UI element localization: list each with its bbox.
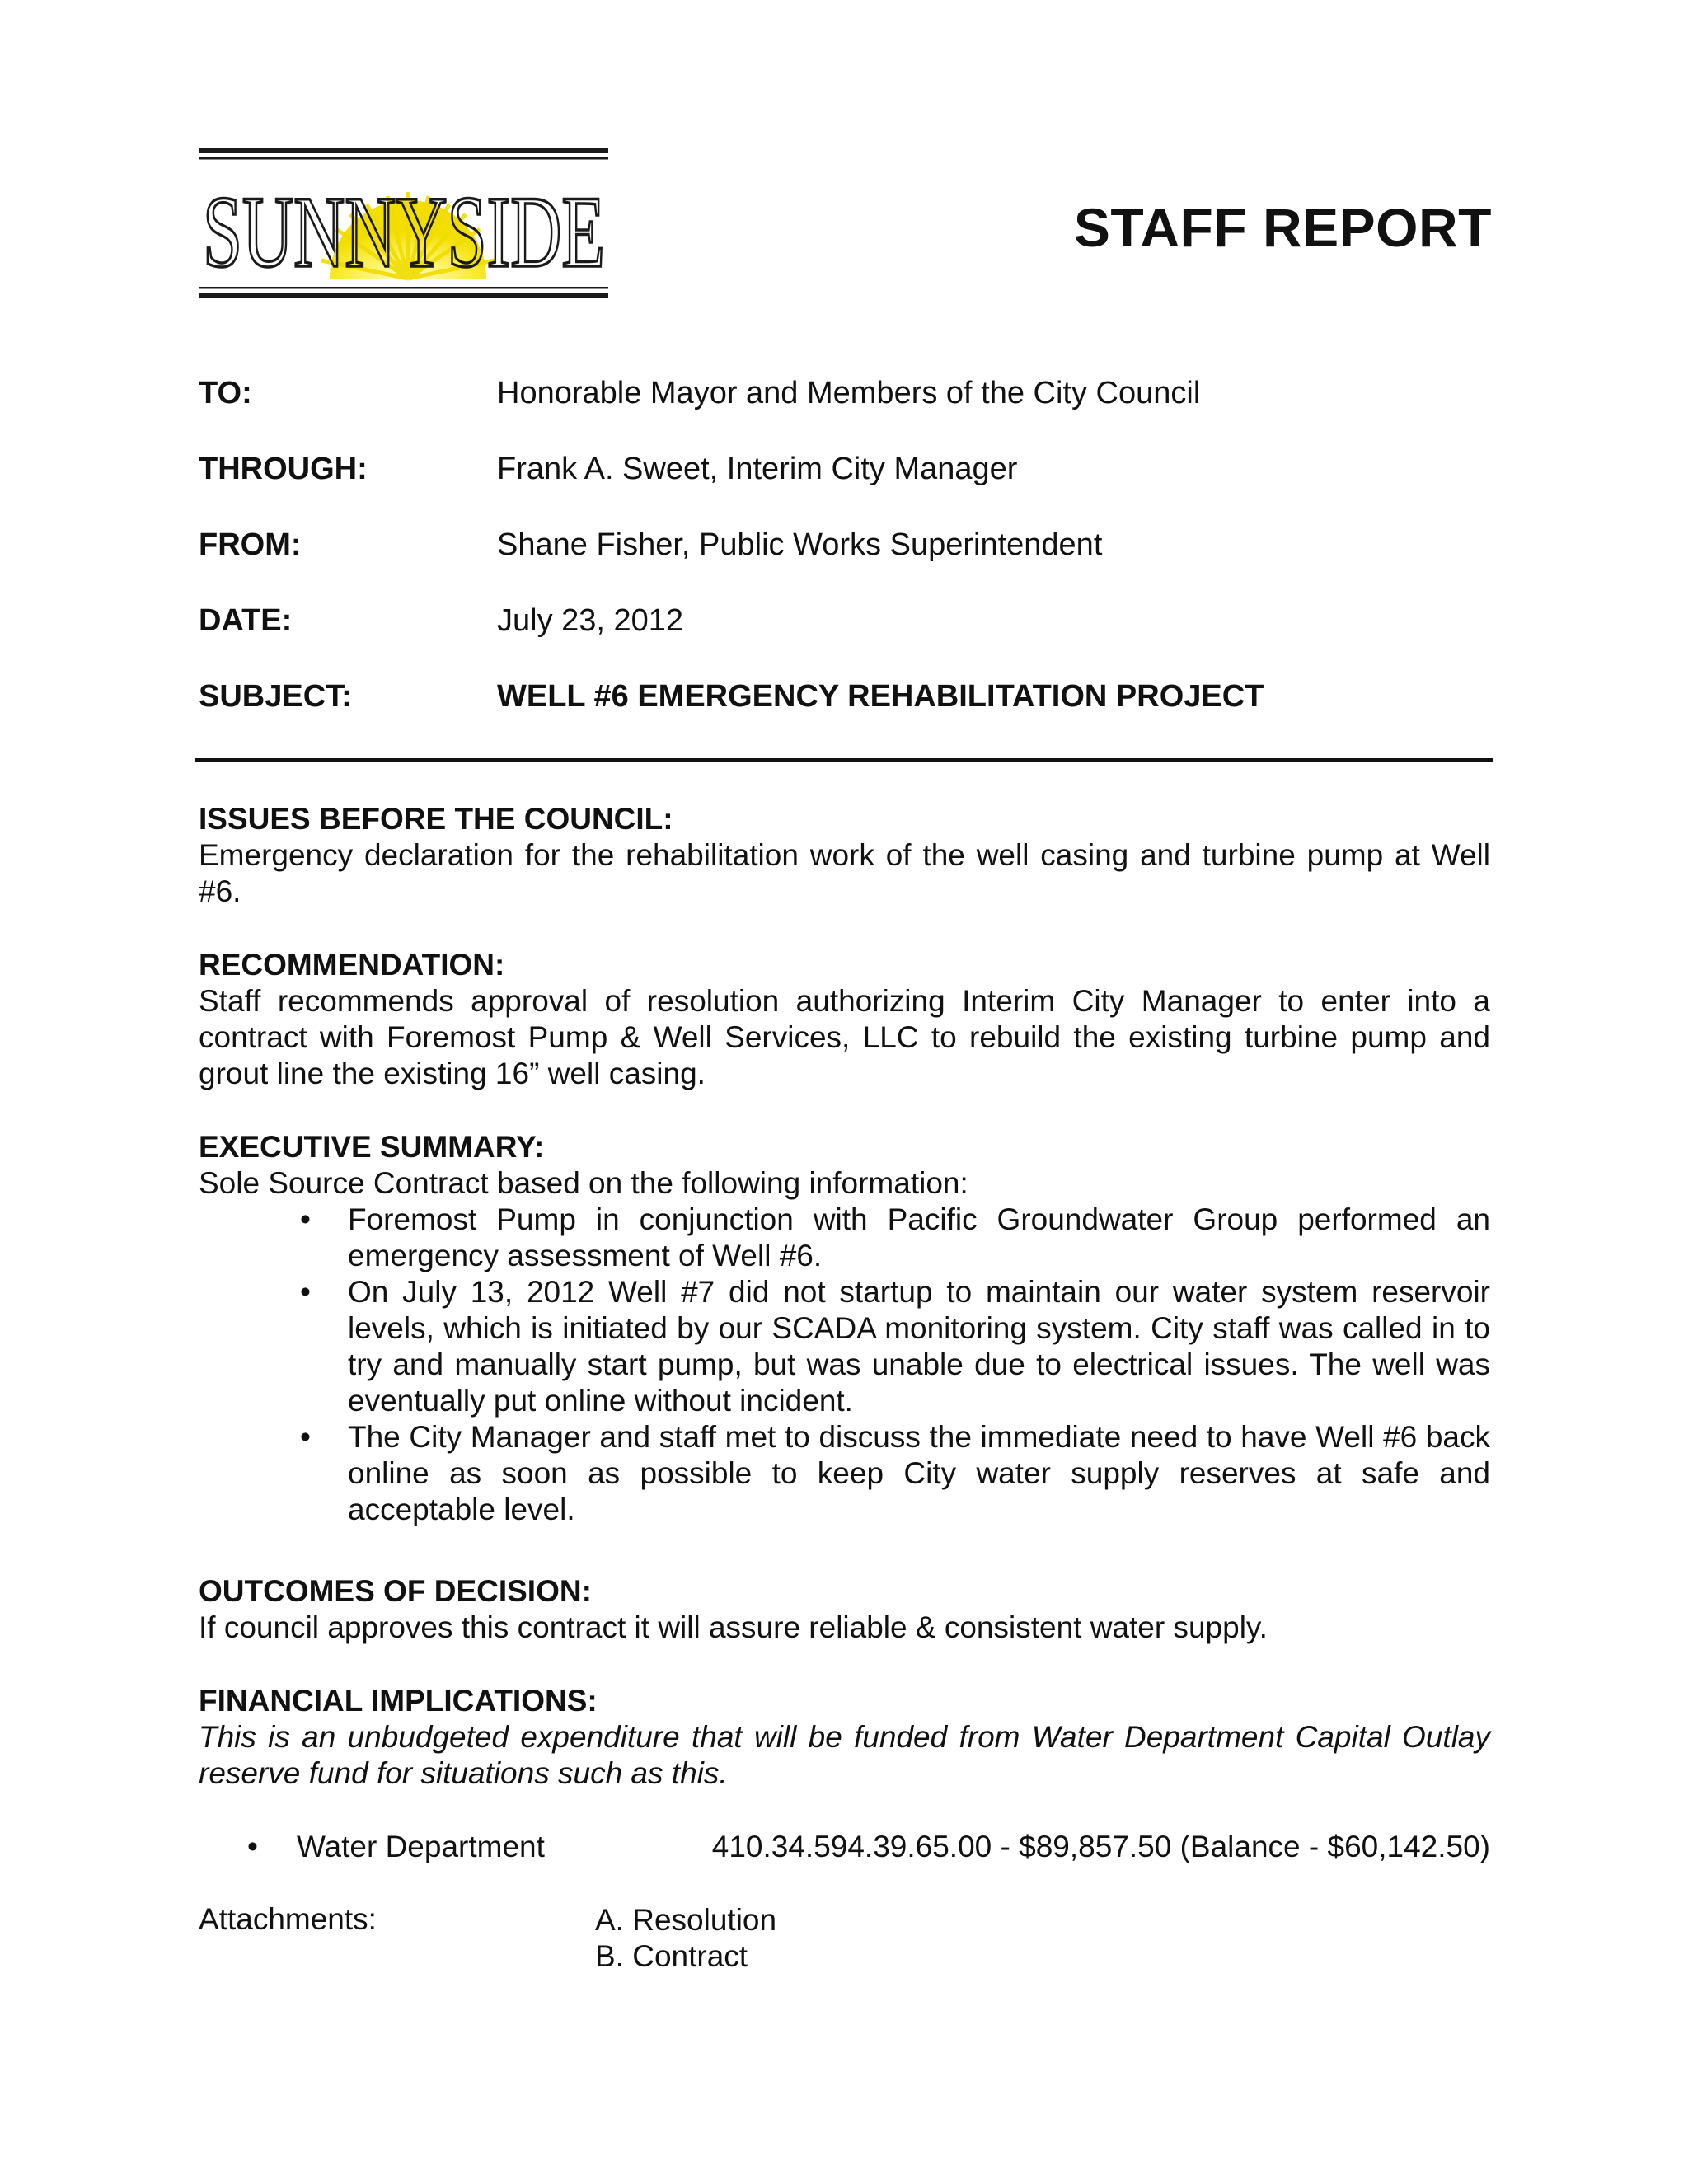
date-label: DATE: [199,603,293,638]
financial-department: Water Department [297,1830,545,1863]
issues-heading: ISSUES BEFORE THE COUNCIL: [199,802,673,836]
outcomes-section [199,1573,1490,1646]
financial-account-amount: 410.34.594.39.65.00 - $89,857.50 (Balance - $60,142.50) [711,1830,1490,1863]
executive-summary-list [199,1202,1490,1528]
outcomes-heading: OUTCOMES OF DECISION: [199,1574,592,1608]
executive-summary-heading: EXECUTIVE SUMMARY: [199,1130,545,1164]
financial-line-item [199,1830,1490,1869]
recommendation-heading: RECOMMENDATION: [199,948,505,982]
logo-wordmark: SUNNYSIDE [203,176,605,288]
list-item: A. Resolution [595,1903,777,1937]
bullet-icon: • [247,1830,258,1863]
financial-heading: FINANCIAL IMPLICATIONS: [199,1684,598,1718]
from-value: Shane Fisher, Public Works Superintendent [497,527,1103,562]
list-item: • The City Manager and staff met to discuss the immediate need to have Well #6 back online as soon as possible to keep City water supply reserves at safe and acceptable level. [348,1419,1490,1528]
to-label: TO: [199,376,252,410]
financial-body: This is an unbudgeted expenditure that will be funded from Water Department Capital Outlay reserve fund for situations such as this. [199,1720,1490,1790]
date-value: July 23, 2012 [497,603,684,638]
list-item: • On July 13, 2012 Well #7 did not startup to maintain our water system reservoir levels, which is initiated by our SCADA monitoring system. City staff was called in to try and manually start pump, but was unable due to electrical issues. The well was eventually put online without incident. [348,1274,1490,1419]
page-title: STAFF REPORT [1073,197,1492,258]
list-item: • Foremost Pump in conjunction with Pacific Groundwater Group performed an emergency assessment of Well #6. [348,1202,1490,1274]
subject-label: SUBJECT: [199,679,352,714]
recommendation-body: Staff recommends approval of resolution authorizing Interim City Manager to enter into a contract with Foremost Pump & Well Services, LLC to rebuild the existing turbine pump and grout line the existing 16” well casing. [199,984,1490,1090]
through-value: Frank A. Sweet, Interim City Manager [497,452,1018,486]
executive-summary-intro: Sole Source Contract based on the following information: [199,1166,968,1200]
attachments-list [595,1902,776,1975]
header-divider [195,758,1493,762]
through-label: THROUGH: [199,452,368,486]
from-label: FROM: [199,527,302,562]
issues-body: Emergency declaration for the rehabilitation work of the well casing and turbine pump at Well #6. [199,838,1490,908]
outcomes-body: If council approves this contract it will assure reliable & consistent water supply. [199,1610,1268,1644]
executive-summary-section [199,1129,1490,1528]
issues-section [199,801,1490,910]
list-item: B. Contract [595,1939,748,1973]
attachments-label: Attachments: [199,1902,377,1936]
to-value: Honorable Mayor and Members of the City Council [497,376,1201,410]
recommendation-section [199,947,1490,1092]
sunnyside-logo-graphic [198,147,610,300]
sunnyside-logo [198,147,610,300]
financial-section [199,1683,1490,1792]
subject-value: WELL #6 EMERGENCY REHABILITATION PROJECT [497,679,1264,714]
